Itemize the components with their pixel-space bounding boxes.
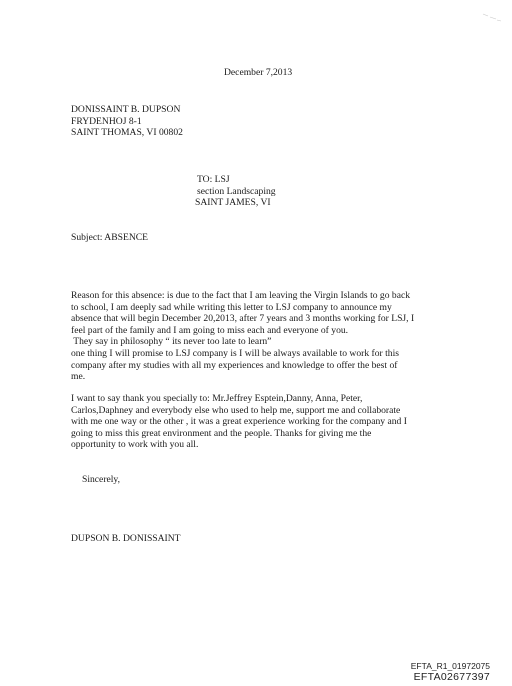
document-id-large: EFTA02677397 [413, 671, 490, 683]
document-id-small: EFTA_R1_01972075 [410, 661, 490, 671]
recipient-city: SAINT JAMES, VI [195, 197, 271, 208]
sender-street: FRYDENHOJ 8-1 [71, 115, 142, 127]
body-line: company after my studies with all my experiences and knowledge to offer the best of [71, 359, 398, 371]
body-line: opportunity to work with you all. [71, 439, 199, 451]
body-line: to school, I am deeply sad while writing this letter to LSJ company to announce my [71, 301, 392, 313]
sender-name: DONISSAINT B. DUPSON [71, 104, 181, 115]
document-ids [411, 661, 490, 683]
body-line: going to miss this great environment and the people. Thanks for giving me the [71, 427, 372, 439]
letter-date: December 7,2013 [224, 67, 293, 78]
letter-subject: Subject: ABSENCE [71, 232, 149, 243]
body-line: feel part of the family and I am going to miss each and everyone of you. [71, 324, 349, 336]
sender-address [71, 104, 183, 139]
body-line: me. [71, 371, 86, 383]
body-line: absence that will begin December 20,2013, after 7 years and 3 months working for LSJ, I [71, 313, 415, 325]
body-line: with me one way or the other , it was a great experience working for the company and I [71, 416, 407, 428]
recipient-section: section Landscaping [197, 185, 276, 197]
scan-mark [482, 12, 502, 22]
sender-city: SAINT THOMAS, VI 00802 [71, 127, 183, 138]
body-paragraph-1 [71, 290, 414, 383]
body-paragraph-2 [71, 393, 407, 451]
recipient-to: TO: LSJ [197, 174, 230, 185]
recipient-address [195, 174, 276, 209]
body-line: Reason for this absence: is due to the fact that I am leaving the Virgin Islands to go back [71, 290, 411, 301]
body-line: one thing I will promise to LSJ company is I will be always available to work for this [71, 347, 399, 359]
signature-name: DUPSON B. DONISSAINT [71, 533, 181, 544]
body-line: They say in philosophy “ its never too late to learn” [71, 336, 272, 348]
letter-closing: Sincerely, [82, 474, 121, 485]
body-line: I want to say thank you specially to: Mr.Jeffrey Esptein,Danny, Anna, Peter, [71, 393, 363, 404]
body-line: Carlos,Daphney and everybody else who used to help me, support me and collaborate [71, 404, 401, 416]
